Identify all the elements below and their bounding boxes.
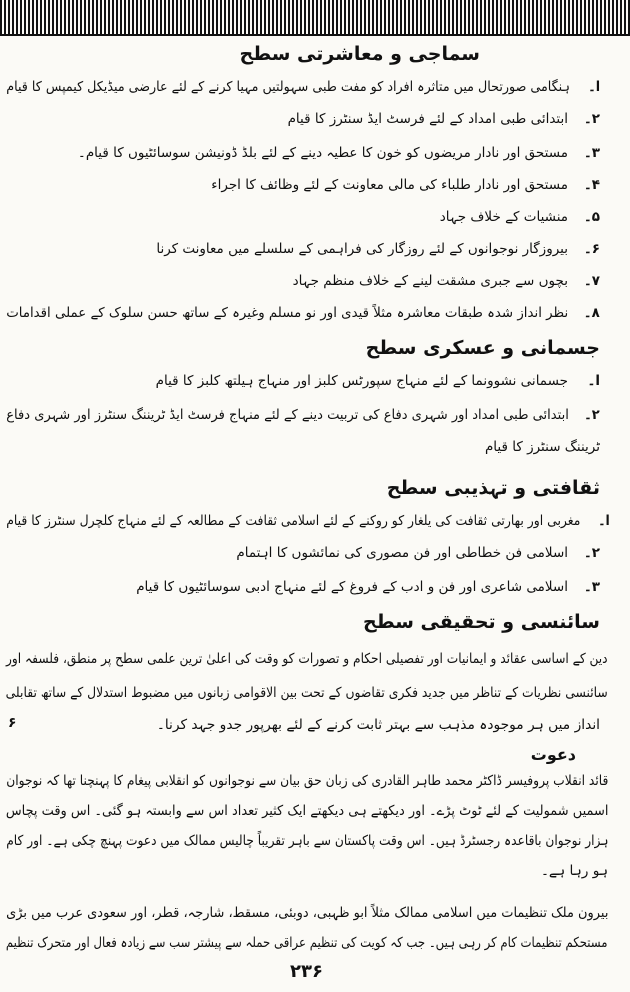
dawat-para2-line-1: بیرون ملک تنظیمات میں اسلامی ممالک مثلاً ابو ظہبی، دوبئی، مسقط، شارجہ، قطر، اور سعودی عرب میں بڑی	[5, 905, 608, 921]
physical-item-2-continuation: ٹریننگ سنٹرز کا قیام	[484, 439, 600, 455]
science-line-2: سائنسی نظریات کے تناظر میں جدید فکری تقاضوں کے تحت بین الاقوامی زبانوں میں مضبوط استدلال کے ساتھ تقابلی	[5, 685, 608, 701]
cultural-item-3: ۳۔اسلامی شاعری اور فن و ادب کے فروغ کے لئے منہاج ادبی سوسائٹیوں کا قیام	[136, 579, 600, 595]
social-item-3: ۳۔مستحق اور نادار مریضوں کو خون کا عطیہ دینے کے لئے بلڈ ڈونیشن سوسائٹیوں کا قیام۔	[77, 145, 600, 161]
physical-item-2: ۲۔ابتدائی طبی امداد اور شہری دفاع کی تربیت دینے کے لئے منہاج فرسٹ ایڈ ٹریننگ سنٹرز اور شہری دفاع	[6, 407, 600, 423]
social-item-2: ۲۔ابتدائی طبی امداد کے لئے فرسٹ ایڈ سنٹرز کا قیام	[287, 111, 600, 127]
science-margin-number: ۶	[8, 715, 17, 731]
social-item-7: ۷۔بچوں سے جبری مشقت لینے کے خلاف منظم جہاد	[292, 273, 600, 289]
page-number: ۲۳۶	[290, 961, 323, 982]
dawat-para1-line-1: قائد انقلاب پروفیسر ڈاکٹر محمد طاہر القادری کی زبان حق بیان سے نوجوانوں کو انقلابی پیغام کا پہنچنا تھا کہ نوجوان	[5, 773, 608, 789]
dawat-para2-line-2: مستحکم تنظیمات کام کر رہی ہیں۔ جب کہ کویت کی تنظیم عراقی حملہ سے پیشتر سب سے زیادہ فعال اور متحرک تنظیم	[6, 935, 608, 951]
heading-dawat: دعوت	[530, 745, 576, 764]
social-item-5: ۵۔منشیات کے خلاف جہاد	[439, 209, 600, 225]
dawat-para1-line-3: ہزار نوجوان باقاعدہ رجسٹرڈ ہیں۔ اس وقت پاکستان سے باہر تقریباً چالیس ممالک میں دعوت پہنچ چکی ہے۔ اور کام	[5, 833, 608, 849]
top-border-pattern	[0, 0, 630, 36]
heading-social: سماجی و معاشرتی سطح	[239, 43, 480, 65]
science-line-3: انداز میں ہر موجودہ مذہب سے بہتر ثابت کرنے کے لئے بھرپور جدو جہد کرنا۔	[156, 717, 600, 733]
social-item-6: ۶۔بیروزگار نوجوانوں کے لئے روزگار کی فراہمی کے سلسلے میں معاونت کرنا	[156, 241, 600, 257]
dawat-para1-line-2: اسمیں شمولیت کے لئے ٹوٹ پڑے۔ اور دیکھتے ہی دیکھتے ایک کثیر تعداد اس سے وابستہ ہو گئی۔ اس وقت پچاس	[5, 803, 608, 819]
social-item-8: ۸۔نظر انداز شدہ طبقات معاشرہ مثلاً قیدی اور نو مسلم وغیرہ کے ساتھ حسن سلوک کے عملی اقدامات	[6, 305, 600, 321]
cultural-item-1: ا۔مغربی اور بھارتی ثقافت کی یلغار کو روکنے کے لئے اسلامی ثقافت کے مطالعہ کے لئے منہاج کلچرل سنٹرز کا قیام	[6, 513, 610, 529]
social-item-1: ا۔ہنگامی صورتحال میں متاثرہ افراد کو مفت طبی سہولتیں مہیا کرنے کے لئے عارضی میڈیکل کیمپس کا قیام	[6, 79, 600, 95]
heading-physical: جسمانی و عسکری سطح	[365, 337, 600, 359]
heading-science: سائنسی و تحقیقی سطح	[363, 611, 600, 633]
social-item-4: ۴۔مستحق اور نادار طلباء کی مالی معاونت کے لئے وظائف کا اجراء	[211, 177, 600, 193]
heading-cultural: ثقافتی و تہذیبی سطح	[386, 477, 600, 499]
science-line-1: دین کے اساسی عقائد و ایمانیات اور تفصیلی احکام و تصورات کو وقت کی اعلیٰ ترین علمی سطح پر منطق، فلسفہ اور	[6, 651, 608, 667]
dawat-para1-line-4: ہو رہا ہے۔	[540, 863, 608, 879]
cultural-item-2: ۲۔اسلامی فن خطاطی اور فن مصوری کی نمائشوں کا اہتمام	[236, 545, 600, 561]
physical-item-1: ا۔جسمانی نشوونما کے لئے منہاج سپورٹس کلبز اور منہاج ہیلتھ کلبز کا قیام	[155, 373, 600, 389]
